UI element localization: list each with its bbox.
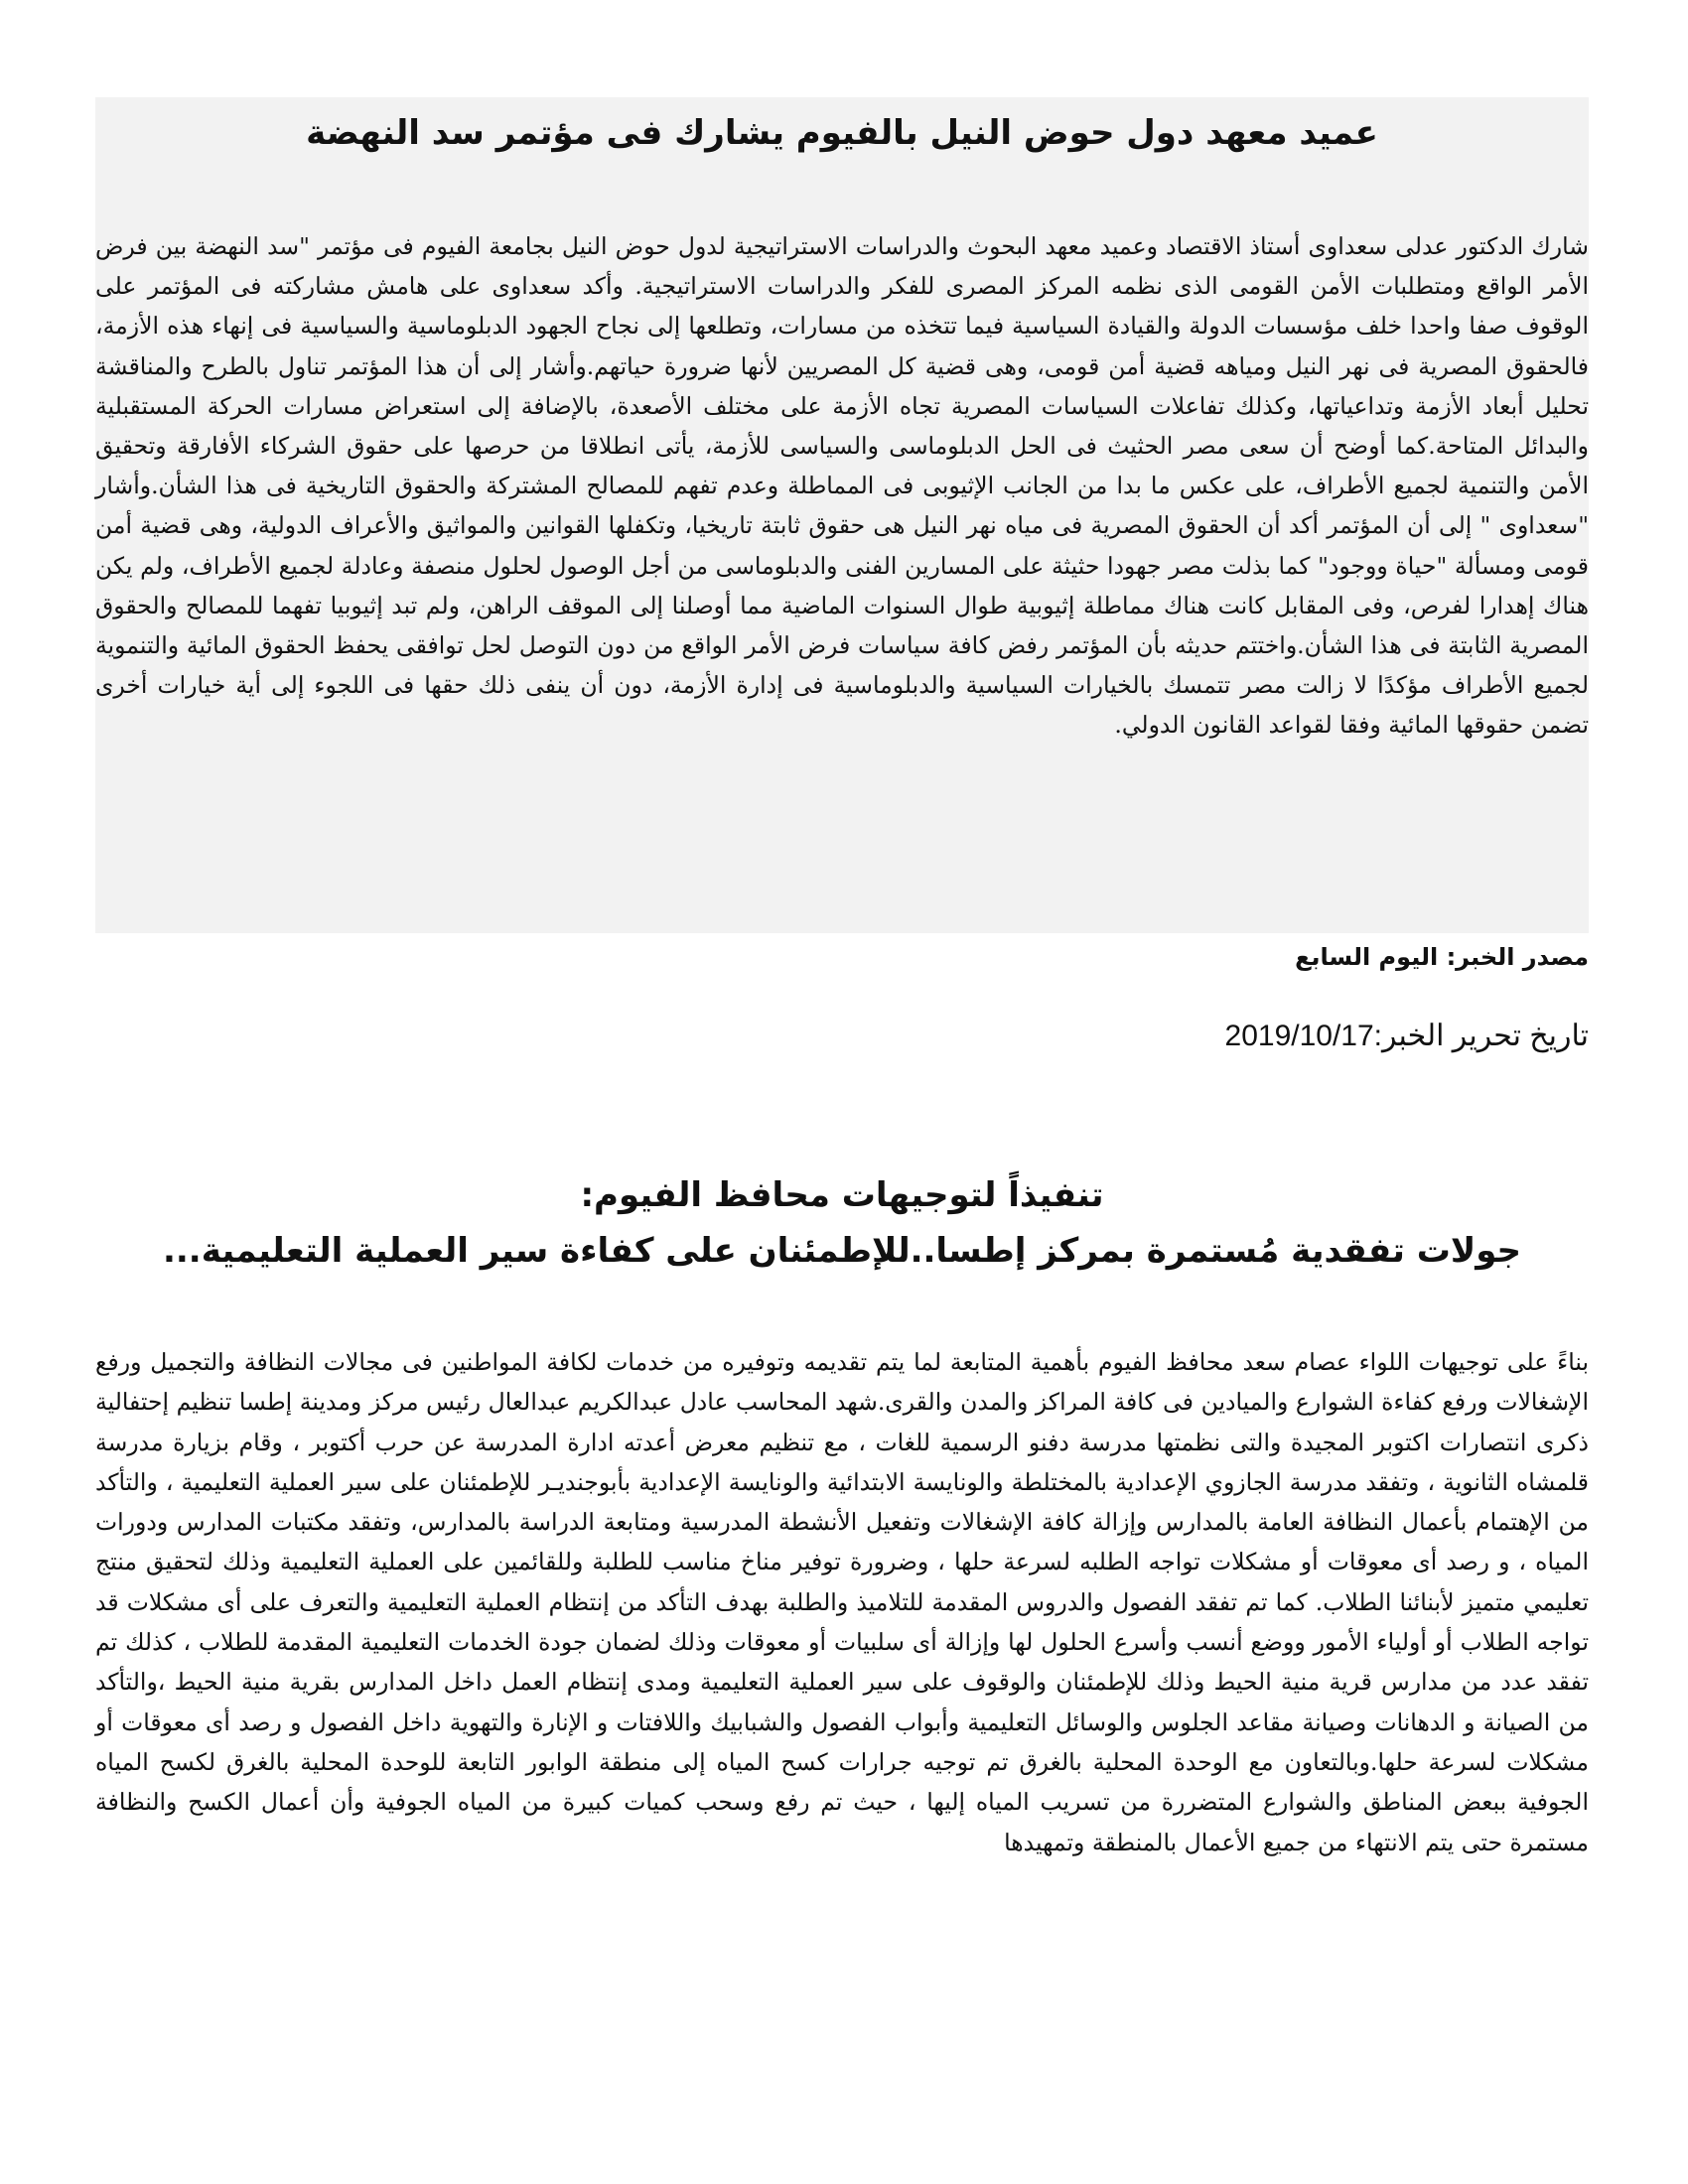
- article1-source: مصدر الخبر: اليوم السابع: [1295, 943, 1589, 971]
- article1-title: عميد معهد دول حوض النيل بالفيوم يشارك فى مؤتمر سد النهضة: [306, 113, 1378, 153]
- article2-body: بناءً على توجيهات اللواء عصام سعد محافظ الفيوم بأهمية المتابعة لما يتم تقديمه وتوفيره من خدمات لكافة المواطنين فى مجالات النظافة والتجميل ورفع الإشغالات ورفع كفاءة الشوارع والميادين فى كافة المراكز والمدن والقرى.شهد المحاسب عادل عبدالكريم عبدالعال رئيس مركز ومدينة إطسا تنظيم إحتفالية ذكرى انتصارات اكتوبر المجيدة والتى نظمتها مدرسة دفنو الرسمية للغات ، مع تنظيم معرض أعدته ادارة المدرسة عن حرب أكتوبر ، وقام بزيارة مدرسة قلمشاه الثانوية ، وتفقد مدرسة الجازوي الإعدادية بالمختلطة والونايسة الابتدائية والونايسة الإعدادية بأبوجنديـر للإطمئنان على سير العملية التعليمية ، والتأكد من الإهتمام بأعمال النظافة العامة بالمدارس وإزالة كافة الإشغالات وتفعيل الأنشطة المدرسية ومتابعة الدراسة بالمدارس، وتفقد مكتبات المدارس ودورات المياه ، و رصد أى معوقات أو مشكلات تواجه الطلبه لسرعة حلها ، وضرورة توفير مناخ مناسب للطلبة وللقائمين على العملية التعليمية وذلك لتحقيق منتج تعليمي متميز لأبنائنا الطلاب. كما تم تفقد الفصول والدروس المقدمة للتلاميذ والطلبة بهدف التأكد من إنتظام العملية التعليمية والتعرف على أى مشكلات قد تواجه الطلاب أو أولياء الأمور ووضع أنسب وأسرع الحلول لها وإزالة أى سلبيات أو معوقات وذلك لضمان جودة الخدمات التعليمية المقدمة للطلاب ، كذلك تم تفقد عدد من مدارس قرية منية الحيط وذلك للإطمئنان والوقوف على سير العملية التعليمية ومدى إنتظام العمل داخل المدارس بقرية منية الحيط ،والتأكد من الصيانة و الدهانات وصيانة مقاعد الجلوس والوسائل التعليمية وأبواب الفصول والشبابيك واللافتات و الإنارة والتهوية داخل الفصول و رصد أى معوقات أو مشكلات لسرعة حلها.وبالتعاون مع الوحدة المحلية بالغرق تم توجيه جرارات كسح المياه إلى منطقة الوابور التابعة للوحدة المحلية بالغرق لكسح المياه الجوفية ببعض المناطق والشوارع المتضررة من تسريب المياه إليها ، حيث تم رفع وسحب كميات كبيرة من المياه الجوفية وأن أعمال الكسح والنظافة مستمرة حتى يتم الانتهاء من جميع الأعمال بالمنطقة وتمهيدها: [95, 1348, 1589, 1856]
- article2-title: [95, 1167, 1589, 1279]
- article2-title-line1: تنفيذاً لتوجيهات محافظ الفيوم:: [580, 1175, 1104, 1215]
- article1-body: شارك الدكتور عدلى سعداوى أستاذ الاقتصاد وعميد معهد البحوث والدراسات الاستراتيجية لدول حوض النيل بجامعة الفيوم فى مؤتمر "سد النهضة بين فرض الأمر الواقع ومتطلبات الأمن القومى الذى نظمه المركز المصرى للفكر والدراسات الاستراتيجية. وأكد سعداوى على هامش مشاركته فى المؤتمر على الوقوف صفا واحدا خلف مؤسسات الدولة والقيادة السياسية فيما تتخذه من مسارات، وتطلعها إلى نجاح الجهود الدبلوماسية والسياسية فى إنهاء هذه الأزمة، فالحقوق المصرية فى نهر النيل ومياهه قضية أمن قومى، وهى قضية كل المصريين لأنها ضرورة حياتهم.وأشار إلى أن هذا المؤتمر تناول بالطرح والمناقشة تحليل أبعاد الأزمة وتداعياتها، وكذلك تفاعلات السياسات المصرية تجاه الأزمة على مختلف الأصعدة، بالإضافة إلى استعراض مسارات الحركة المستقبلية والبدائل المتاحة.كما أوضح أن سعى مصر الحثيث فى الحل الدبلوماسى والسياسى للأزمة، يأتى انطلاقا من حرصها على حقوق الشركاء الأفارقة وتحقيق الأمن والتنمية لجميع الأطراف، على عكس ما بدا من الجانب الإثيوبى فى المماطلة وعدم تفهم للمصالح المشتركة والحقوق التاريخية فى هذا الشأن.وأشار "سعداوى " إلى أن المؤتمر أكد أن الحقوق المصرية فى مياه نهر النيل هى حقوق ثابتة تاريخيا، وتكفلها القوانين والمواثيق والأعراف الدولية، وهى قضية أمن قومى ومسألة "حياة ووجود" كما بذلت مصر جهودا حثيثة على المسارين الفنى والدبلوماسى من أجل الوصول لحلول منصفة وعادلة لجميع الأطراف، ولم يكن هناك إهدارا لفرص، وفى المقابل كانت هناك مماطلة إثيوبية طوال السنوات الماضية مما أوصلنا إلى الموقف الراهن، ولم تبد إثيوبيا تفهما للمصالح والحقوق المصرية الثابتة فى هذا الشأن.واختتم حديثه بأن المؤتمر رفض كافة سياسات فرض الأمر الواقع من دون التوصل لحل توافقى يحفظ الحقوق المائية والتنموية لجميع الأطراف مؤكدًا لا زالت مصر تتمسك بالخيارات السياسية والدبلوماسية فى إدارة الأزمة، دون أن ينفى ذلك حقها فى اللجوء إلى أية خيارات أخرى تضمن حقوقها المائية وفقا لقواعد القانون الدولي.: [95, 232, 1590, 740]
- article2-title-line2: جولات تفقدية مُستمرة بمركز إطسا..للإطمئنان على كفاءة سير العملية التعليمية...: [162, 1231, 1522, 1271]
- article1-date: تاريخ تحرير الخبر:2019/10/17: [1224, 1020, 1589, 1052]
